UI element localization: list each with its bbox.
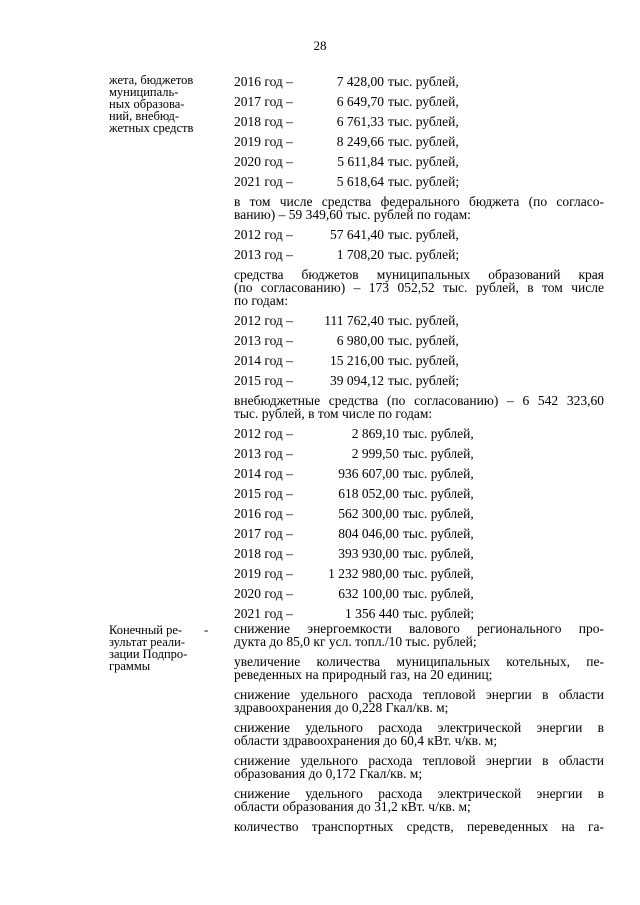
offbudget-year-row: 2021 год – 1 356 440 тыс. рублей;: [234, 606, 475, 621]
offbudget-year-row: 2015 год – 618 052,00 тыс. рублей,: [234, 486, 474, 501]
offbudget-year-row: 2014 год – 936 607,00 тыс. рублей,: [234, 466, 474, 481]
offbudget-year-row: 2020 год – 632 100,00 тыс. рублей,: [234, 586, 474, 601]
funding-label-line: ний, внебюд-: [109, 109, 180, 123]
offbudget-year-row: 2016 год – 562 300,00 тыс. рублей,: [234, 506, 474, 521]
result-item: снижение энергоемкости валового регионального про- дукта до 85,0 кг усл. топл./10 тыс. рублей;: [234, 621, 604, 649]
municipal-year-row: 2014 год – 15 216,00 тыс. рублей,: [234, 353, 459, 368]
federal-budget-intro: в том числе средства федерального бюджета (по согласо- ванию) – 59 349,60 тыс. рублей по годам:: [234, 194, 604, 222]
result-content: [234, 620, 604, 838]
offbudget-intro: внебюджетные средства (по согласованию) – 6 542 323,60 тыс. рублей, в том числе по годам:: [234, 393, 604, 421]
result-item: снижение удельного расхода электрической энергии в области здравоохранения до 60,4 кВт. ч/кв. м;: [234, 720, 604, 748]
result-item: количество транспортных средств, переведенных на га-: [234, 819, 604, 834]
result-label-line: зультат реали-: [109, 635, 185, 649]
total-year-row: 2016 год – 7 428,00 тыс. рублей,: [234, 74, 459, 89]
page-number: 28: [313, 38, 327, 53]
total-year-row: 2018 год – 6 761,33 тыс. рублей,: [234, 114, 459, 129]
funding-label-line: муниципаль-: [109, 85, 179, 99]
result-item: снижение удельного расхода тепловой энергии в области здравоохранения до 0,228 Гкал/кв. м;: [234, 687, 604, 715]
result-dash: -: [204, 622, 209, 637]
funding-label: [109, 74, 215, 134]
municipal-year-row: 2012 год – 111 762,40 тыс. рублей,: [234, 313, 459, 328]
result-label-line: зации Подпро-: [109, 647, 188, 661]
result-item: снижение удельного расхода электрической энергии в области образования до 31,2 кВт. ч/кв. м;: [234, 786, 604, 814]
offbudget-year-row: 2019 год – 1 232 980,00 тыс. рублей,: [234, 566, 474, 581]
funding-content: [234, 72, 604, 624]
funding-label-line: жетных средств: [109, 121, 194, 135]
total-year-row: 2017 год – 6 649,70 тыс. рублей,: [234, 94, 459, 109]
federal-year-row: 2013 год – 1 708,20 тыс. рублей;: [234, 247, 460, 262]
funding-label-line: ных образова-: [109, 97, 185, 111]
federal-year-row: 2012 год – 57 641,40 тыс. рублей,: [234, 227, 459, 242]
result-label-line: граммы: [109, 659, 151, 673]
result-label: [109, 624, 215, 672]
funding-label-line: жета, бюджетов: [109, 73, 194, 87]
total-year-row: 2021 год – 5 618,64 тыс. рублей;: [234, 174, 460, 189]
municipal-year-row: 2013 год – 6 980,00 тыс. рублей,: [234, 333, 459, 348]
result-label-line: Конечный ре-: [109, 623, 183, 637]
result-item: увеличение количества муниципальных котельных, пе- реведенных на природный газ, на 20 единиц;: [234, 654, 604, 682]
offbudget-year-row: 2013 год – 2 999,50 тыс. рублей,: [234, 446, 474, 461]
municipal-year-row: 2015 год – 39 094,12 тыс. рублей;: [234, 373, 460, 388]
total-year-row: 2019 год – 8 249,66 тыс. рублей,: [234, 134, 459, 149]
offbudget-year-row: 2012 год – 2 869,10 тыс. рублей,: [234, 426, 474, 441]
offbudget-year-row: 2017 год – 804 046,00 тыс. рублей,: [234, 526, 474, 541]
offbudget-year-row: 2018 год – 393 930,00 тыс. рублей,: [234, 546, 474, 561]
municipal-budget-intro: средства бюджетов муниципальных образований края (по согласованию) – 173 052,52 тыс. рублей, в том числе по годам:: [234, 267, 604, 308]
total-year-row: 2020 год – 5 611,84 тыс. рублей,: [234, 154, 459, 169]
result-item: снижение удельного расхода тепловой энергии в области образования до 0,172 Гкал/кв. м;: [234, 753, 604, 781]
